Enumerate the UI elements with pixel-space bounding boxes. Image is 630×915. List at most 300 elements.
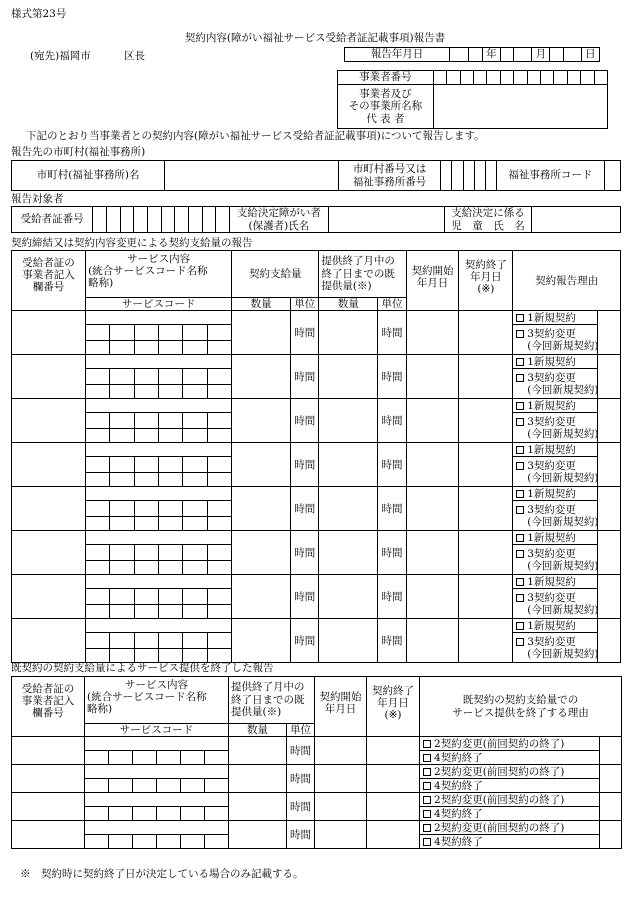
- checkbox-icon[interactable]: [423, 838, 431, 846]
- service-code-digit[interactable]: [134, 369, 158, 385]
- municipality-name-field[interactable]: [165, 161, 339, 191]
- provider-number-digit[interactable]: [527, 71, 540, 85]
- reason-extra-field: [600, 821, 622, 849]
- service-code-digit[interactable]: [183, 473, 207, 487]
- service-code-digit[interactable]: [134, 605, 158, 619]
- start-date-field[interactable]: [406, 619, 459, 663]
- header-line: 年月日: [324, 703, 357, 716]
- provided-qty-field[interactable]: [319, 311, 378, 355]
- service-code-digit[interactable]: [157, 779, 181, 793]
- service-code-digit[interactable]: [110, 429, 134, 443]
- checkbox-icon[interactable]: [516, 594, 524, 602]
- service-code-digit[interactable]: [110, 369, 134, 385]
- service-code-digit[interactable]: [183, 517, 207, 531]
- entry-number-field[interactable]: [12, 355, 86, 399]
- table-row: [12, 311, 621, 325]
- service-code-digit[interactable]: [110, 589, 134, 605]
- service-code-digit[interactable]: [85, 807, 109, 821]
- municipality-number-digit[interactable]: [452, 161, 463, 191]
- start-date-field[interactable]: [406, 399, 459, 443]
- checkbox-icon[interactable]: [516, 402, 524, 410]
- service-code-digit[interactable]: [109, 751, 133, 765]
- reason-new-option[interactable]: [513, 443, 598, 457]
- service-code-digit[interactable]: [205, 751, 229, 765]
- col-qty: 数量: [319, 298, 378, 311]
- service-code-digit[interactable]: [134, 649, 158, 663]
- service-code-digit[interactable]: [110, 545, 134, 561]
- service-code-digit[interactable]: [183, 385, 207, 399]
- service-code-digit[interactable]: [109, 779, 133, 793]
- checkbox-icon[interactable]: [423, 810, 431, 818]
- reason-extra-field: [600, 765, 622, 793]
- end-date-field[interactable]: [459, 487, 513, 531]
- provided-qty-field[interactable]: [319, 355, 378, 399]
- checkbox-icon[interactable]: [516, 638, 524, 646]
- service-code-digit[interactable]: [110, 457, 134, 473]
- provided-qty-field[interactable]: [319, 619, 378, 663]
- recipient-number-digit[interactable]: [120, 207, 134, 233]
- start-date-field[interactable]: [315, 793, 367, 821]
- service-code-digit[interactable]: [157, 835, 181, 849]
- service-code-digit[interactable]: [159, 589, 183, 605]
- service-code-digit[interactable]: [134, 589, 158, 605]
- service-code-digit[interactable]: [207, 473, 231, 487]
- service-code-digit[interactable]: [159, 325, 183, 341]
- service-code-digit[interactable]: [157, 807, 181, 821]
- service-code-digit[interactable]: [86, 429, 110, 443]
- end-date-field[interactable]: [367, 737, 420, 765]
- service-code-digit[interactable]: [207, 633, 231, 649]
- provider-number-digit[interactable]: [554, 71, 567, 85]
- service-code-digit[interactable]: [133, 835, 157, 849]
- service-code-digit[interactable]: [86, 501, 110, 517]
- service-code-digit[interactable]: [205, 835, 229, 849]
- service-code-digit[interactable]: [159, 649, 183, 663]
- service-code-digit[interactable]: [110, 649, 134, 663]
- provided-unit: 時間: [287, 737, 315, 765]
- service-code-digit[interactable]: [207, 385, 231, 399]
- start-date-field[interactable]: [315, 821, 367, 849]
- provider-number-digit[interactable]: [567, 71, 580, 85]
- service-code-digit[interactable]: [86, 605, 110, 619]
- service-code-digit[interactable]: [159, 341, 183, 355]
- header-line: 受給者証の: [21, 683, 75, 695]
- end-date-field[interactable]: [459, 531, 513, 575]
- service-name-field[interactable]: [86, 619, 232, 633]
- service-code-digit[interactable]: [207, 501, 231, 517]
- recipient-number-digit[interactable]: [106, 207, 120, 233]
- service-code-digit[interactable]: [183, 633, 207, 649]
- service-code-digit[interactable]: [159, 561, 183, 575]
- provider-number-digit[interactable]: [540, 71, 553, 85]
- service-code-digit[interactable]: [207, 561, 231, 575]
- service-code-digit[interactable]: [85, 835, 109, 849]
- reason-label: 3契約変更: [527, 459, 576, 472]
- checkbox-icon[interactable]: [516, 330, 524, 338]
- municipality-number-digit[interactable]: [485, 161, 496, 191]
- service-code-digit[interactable]: [86, 341, 110, 355]
- service-code-digit[interactable]: [110, 413, 134, 429]
- date-cell[interactable]: [469, 48, 482, 62]
- service-code-digit[interactable]: [85, 779, 109, 793]
- service-code-digit[interactable]: [86, 413, 110, 429]
- reason-change-option[interactable]: [513, 369, 598, 399]
- service-code-digit[interactable]: [205, 779, 229, 793]
- service-code-digit[interactable]: [110, 561, 134, 575]
- child-name-field[interactable]: [532, 207, 621, 233]
- checkbox-icon[interactable]: [516, 490, 524, 498]
- entry-number-field[interactable]: [12, 619, 86, 663]
- service-code-digit[interactable]: [134, 517, 158, 531]
- service-code-digit[interactable]: [134, 473, 158, 487]
- service-code-digit[interactable]: [134, 385, 158, 399]
- entry-number-field[interactable]: [12, 575, 86, 619]
- reason-change-end-option[interactable]: [420, 737, 600, 751]
- provided-qty-field[interactable]: [319, 531, 378, 575]
- recipient-number-digit[interactable]: [161, 207, 175, 233]
- end-date-field[interactable]: [367, 765, 420, 793]
- service-code-digit[interactable]: [207, 429, 231, 443]
- service-code-digit[interactable]: [159, 605, 183, 619]
- reason-change-end-option[interactable]: [420, 821, 600, 835]
- service-code-digit[interactable]: [183, 413, 207, 429]
- service-code-digit[interactable]: [205, 807, 229, 821]
- entry-number-field[interactable]: [12, 793, 85, 821]
- service-code-digit[interactable]: [157, 751, 181, 765]
- provider-number-digit[interactable]: [460, 71, 473, 85]
- service-code-digit[interactable]: [159, 369, 183, 385]
- service-code-digit[interactable]: [86, 325, 110, 341]
- recipient-number-digit[interactable]: [175, 207, 189, 233]
- checkbox-icon[interactable]: [516, 314, 524, 322]
- service-code-digit[interactable]: [86, 517, 110, 531]
- reason-new-option[interactable]: [513, 355, 598, 369]
- provided-qty-field[interactable]: [229, 821, 287, 849]
- service-code-digit[interactable]: [159, 501, 183, 517]
- reason-change-option[interactable]: [513, 501, 598, 531]
- service-code-digit[interactable]: [183, 649, 207, 663]
- service-code-digit[interactable]: [183, 605, 207, 619]
- service-code-digit[interactable]: [159, 385, 183, 399]
- provided-qty-field[interactable]: [229, 765, 287, 793]
- start-date-field[interactable]: [406, 443, 459, 487]
- start-date-field[interactable]: [315, 765, 367, 793]
- service-code-digit[interactable]: [159, 517, 183, 531]
- service-code-digit[interactable]: [85, 751, 109, 765]
- reason-change-option[interactable]: [513, 457, 598, 487]
- reason-change-option[interactable]: [513, 413, 598, 443]
- service-code-digit[interactable]: [110, 633, 134, 649]
- table-row: [12, 443, 621, 457]
- reason-contract-end-option[interactable]: [420, 807, 600, 821]
- municipality-number-digit[interactable]: [474, 161, 485, 191]
- provided-unit: 時間: [378, 443, 406, 487]
- reason-new-option[interactable]: [513, 487, 598, 501]
- col-qty: 数量: [232, 298, 291, 311]
- reason-change-option[interactable]: [513, 633, 598, 663]
- contract-qty-field[interactable]: [232, 311, 291, 355]
- provided-qty-field[interactable]: [319, 575, 378, 619]
- end-date-field[interactable]: [459, 311, 513, 355]
- service-code-digit[interactable]: [159, 457, 183, 473]
- header-line: サービス内容: [127, 253, 191, 265]
- header-line: 契約終了: [372, 685, 415, 697]
- reason-change-option[interactable]: [513, 589, 598, 619]
- provided-qty-field[interactable]: [229, 793, 287, 821]
- provided-qty-field[interactable]: [319, 399, 378, 443]
- service-name-field[interactable]: [86, 575, 232, 589]
- service-code-digit[interactable]: [207, 605, 231, 619]
- date-cell[interactable]: [563, 48, 581, 62]
- provided-qty-field[interactable]: [319, 443, 378, 487]
- service-code-digit[interactable]: [207, 649, 231, 663]
- end-date-field[interactable]: [459, 399, 513, 443]
- checkbox-icon[interactable]: [516, 506, 524, 514]
- reason-label: 3契約変更: [527, 547, 576, 560]
- service-code-digit[interactable]: [86, 633, 110, 649]
- contract-unit: 時間: [291, 399, 319, 443]
- reason-contract-end-option[interactable]: [420, 835, 600, 849]
- service-code-digit[interactable]: [207, 457, 231, 473]
- service-code-digit[interactable]: [110, 473, 134, 487]
- reason-contract-end-option[interactable]: [420, 751, 600, 765]
- reason-new-option[interactable]: [513, 531, 598, 545]
- office-code-label: 福祉事務所コード: [497, 161, 605, 191]
- start-date-field[interactable]: [406, 575, 459, 619]
- reason-new-option[interactable]: [513, 619, 598, 633]
- service-code-digit[interactable]: [159, 429, 183, 443]
- entry-number-field[interactable]: [12, 443, 86, 487]
- contract-qty-field[interactable]: [232, 487, 291, 531]
- checkbox-icon[interactable]: [423, 782, 431, 790]
- service-code-digit[interactable]: [134, 561, 158, 575]
- end-date-field[interactable]: [367, 821, 420, 849]
- service-code-digit[interactable]: [183, 341, 207, 355]
- reason-extra-field: [598, 487, 621, 531]
- entry-number-field[interactable]: [12, 487, 86, 531]
- service-code-digit[interactable]: [159, 413, 183, 429]
- service-code-digit[interactable]: [134, 457, 158, 473]
- service-code-digit[interactable]: [133, 751, 157, 765]
- service-code-digit[interactable]: [133, 807, 157, 821]
- entry-number-field[interactable]: [12, 821, 85, 849]
- service-code-digit[interactable]: [207, 589, 231, 605]
- provider-number-digit[interactable]: [594, 71, 607, 85]
- service-code-digit[interactable]: [183, 369, 207, 385]
- service-code-digit[interactable]: [134, 429, 158, 443]
- reason-contract-end-option[interactable]: [420, 779, 600, 793]
- service-code-digit[interactable]: [207, 545, 231, 561]
- service-code-digit[interactable]: [134, 325, 158, 341]
- contract-qty-field[interactable]: [232, 531, 291, 575]
- provider-number-digit[interactable]: [500, 71, 513, 85]
- recipient-number-digit[interactable]: [202, 207, 216, 233]
- service-code-digit[interactable]: [183, 501, 207, 517]
- municipality-number-digit[interactable]: [441, 161, 452, 191]
- service-code-digit[interactable]: [134, 633, 158, 649]
- service-name-field[interactable]: [86, 311, 232, 325]
- service-code-digit[interactable]: [86, 589, 110, 605]
- service-code-digit[interactable]: [86, 649, 110, 663]
- contract-qty-field[interactable]: [232, 399, 291, 443]
- service-name-field[interactable]: [86, 399, 232, 413]
- reason-label: 3契約変更: [527, 327, 576, 340]
- checkbox-icon[interactable]: [423, 824, 431, 832]
- table-row: [12, 765, 622, 779]
- service-name-field[interactable]: [85, 765, 229, 779]
- service-name-field[interactable]: [86, 443, 232, 457]
- entry-number-field[interactable]: [12, 531, 86, 575]
- checkbox-icon[interactable]: [516, 534, 524, 542]
- start-date-field[interactable]: [406, 531, 459, 575]
- service-code-digit[interactable]: [183, 561, 207, 575]
- checkbox-icon[interactable]: [516, 374, 524, 382]
- service-code-digit[interactable]: [183, 589, 207, 605]
- checkbox-icon[interactable]: [423, 754, 431, 762]
- service-code-digit[interactable]: [181, 779, 205, 793]
- service-code-digit[interactable]: [134, 413, 158, 429]
- checkbox-icon[interactable]: [423, 796, 431, 804]
- recipient-number-digit[interactable]: [147, 207, 161, 233]
- contract-qty-field[interactable]: [232, 619, 291, 663]
- recipient-number-digit[interactable]: [188, 207, 202, 233]
- service-code-digit[interactable]: [183, 457, 207, 473]
- checkbox-icon[interactable]: [516, 462, 524, 470]
- end-date-field[interactable]: [459, 355, 513, 399]
- service-code-digit[interactable]: [86, 561, 110, 575]
- service-code-digit[interactable]: [110, 341, 134, 355]
- service-code-digit[interactable]: [110, 385, 134, 399]
- provider-name-field[interactable]: [433, 85, 607, 129]
- entry-number-field[interactable]: [12, 311, 86, 355]
- provider-number-digit[interactable]: [581, 71, 594, 85]
- provider-number-digit[interactable]: [487, 71, 500, 85]
- end-date-field[interactable]: [459, 575, 513, 619]
- checkbox-icon[interactable]: [516, 578, 524, 586]
- checkbox-icon[interactable]: [516, 446, 524, 454]
- reason-change-end-option[interactable]: [420, 793, 600, 807]
- provider-number-digit[interactable]: [514, 71, 527, 85]
- service-code-digit[interactable]: [207, 413, 231, 429]
- entry-number-field[interactable]: [12, 399, 86, 443]
- service-code-digit[interactable]: [159, 633, 183, 649]
- service-code-digit[interactable]: [86, 385, 110, 399]
- contract-qty-field[interactable]: [232, 443, 291, 487]
- start-date-field[interactable]: [315, 737, 367, 765]
- reason-label: 3契約変更: [527, 371, 576, 384]
- service-code-digit[interactable]: [110, 325, 134, 341]
- provided-unit: 時間: [287, 793, 315, 821]
- service-code-digit[interactable]: [110, 605, 134, 619]
- contract-qty-field[interactable]: [232, 575, 291, 619]
- end-date-field[interactable]: [367, 793, 420, 821]
- provider-number-digit[interactable]: [447, 71, 460, 85]
- service-code-digit[interactable]: [159, 473, 183, 487]
- service-code-digit[interactable]: [207, 369, 231, 385]
- municipality-number-digit[interactable]: [463, 161, 474, 191]
- service-code-digit[interactable]: [133, 779, 157, 793]
- start-date-field[interactable]: [406, 355, 459, 399]
- provider-number-digit[interactable]: [433, 71, 446, 85]
- service-name-field[interactable]: [85, 793, 229, 807]
- service-code-digit[interactable]: [86, 473, 110, 487]
- intro-text: 下記のとおり当事業者との契約内容(障がい福祉サービス受給者証記載事項)について報告します。: [26, 130, 485, 142]
- date-cell[interactable]: [450, 48, 469, 62]
- service-name-field[interactable]: [85, 821, 229, 835]
- service-code-digit[interactable]: [181, 807, 205, 821]
- start-date-field[interactable]: [406, 311, 459, 355]
- checkbox-icon[interactable]: [516, 550, 524, 558]
- provider-number-digit[interactable]: [474, 71, 487, 85]
- entry-number-field[interactable]: [12, 765, 85, 793]
- service-code-digit[interactable]: [109, 807, 133, 821]
- service-code-digit[interactable]: [110, 517, 134, 531]
- provided-qty-field[interactable]: [319, 487, 378, 531]
- service-code-digit[interactable]: [134, 501, 158, 517]
- service-code-digit[interactable]: [134, 545, 158, 561]
- service-code-digit[interactable]: [207, 341, 231, 355]
- service-code-digit[interactable]: [207, 517, 231, 531]
- provided-qty-field[interactable]: [229, 737, 287, 765]
- guardian-name-field[interactable]: [328, 207, 444, 233]
- service-name-field[interactable]: [86, 487, 232, 501]
- reason-change-option[interactable]: [513, 545, 598, 575]
- service-code-digit[interactable]: [134, 341, 158, 355]
- recipient-number-digit[interactable]: [216, 207, 230, 233]
- entry-number-field[interactable]: [12, 737, 85, 765]
- service-code-digit[interactable]: [86, 369, 110, 385]
- contract-qty-field[interactable]: [232, 355, 291, 399]
- service-name-field[interactable]: [86, 355, 232, 369]
- service-code-digit[interactable]: [183, 429, 207, 443]
- date-cell[interactable]: [514, 48, 532, 62]
- office-code-field[interactable]: [604, 161, 620, 191]
- service-code-digit[interactable]: [86, 545, 110, 561]
- service-code-digit[interactable]: [159, 545, 183, 561]
- date-cell[interactable]: [550, 48, 563, 62]
- checkbox-icon[interactable]: [423, 740, 431, 748]
- reason-new-option[interactable]: [513, 399, 598, 413]
- checkbox-icon[interactable]: [423, 768, 431, 776]
- reason-label: (今回新規契約): [527, 559, 599, 572]
- checkbox-icon[interactable]: [516, 418, 524, 426]
- service-code-digit[interactable]: [86, 457, 110, 473]
- reason-new-option[interactable]: [513, 575, 598, 589]
- service-name-field[interactable]: [85, 737, 229, 751]
- checkbox-icon[interactable]: [516, 358, 524, 366]
- reason-new-option[interactable]: [513, 311, 598, 325]
- service-code-digit[interactable]: [109, 835, 133, 849]
- reason-change-option[interactable]: [513, 325, 598, 355]
- reason-label: 3契約変更: [527, 635, 576, 648]
- service-name-field[interactable]: [86, 531, 232, 545]
- service-code-digit[interactable]: [183, 545, 207, 561]
- reason-change-end-option[interactable]: [420, 765, 600, 779]
- service-code-digit[interactable]: [181, 835, 205, 849]
- checkbox-icon[interactable]: [516, 622, 524, 630]
- end-date-field[interactable]: [459, 443, 513, 487]
- service-code-digit[interactable]: [183, 325, 207, 341]
- date-cell[interactable]: [500, 48, 513, 62]
- service-code-digit[interactable]: [207, 325, 231, 341]
- start-date-field[interactable]: [406, 487, 459, 531]
- recipient-number-digit[interactable]: [93, 207, 107, 233]
- service-code-digit[interactable]: [181, 751, 205, 765]
- end-date-field[interactable]: [459, 619, 513, 663]
- reason-label: (今回新規契約): [527, 339, 599, 352]
- service-code-digit[interactable]: [110, 501, 134, 517]
- recipient-number-digit[interactable]: [134, 207, 148, 233]
